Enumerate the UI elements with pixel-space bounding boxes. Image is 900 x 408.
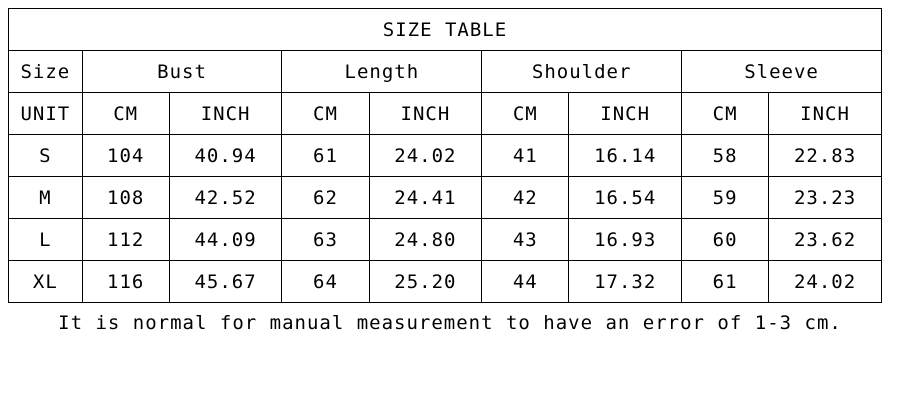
cell-sleeve-cm: 60 [682, 219, 769, 261]
cell-shoulder-inch: 16.93 [569, 219, 682, 261]
header-unit: UNIT [9, 93, 83, 135]
header-bust: Bust [82, 51, 282, 93]
cell-shoulder-inch: 16.54 [569, 177, 682, 219]
size-table [8, 8, 882, 303]
cell-length-cm: 63 [282, 219, 369, 261]
cell-length-inch: 24.80 [369, 219, 482, 261]
cell-length-inch: 25.20 [369, 261, 482, 303]
cell-shoulder-inch: 17.32 [569, 261, 682, 303]
cell-bust-inch: 44.09 [169, 219, 282, 261]
cell-sleeve-inch: 23.23 [769, 177, 882, 219]
cell-bust-inch: 42.52 [169, 177, 282, 219]
header-sleeve: Sleeve [682, 51, 882, 93]
cell-bust-inch: 40.94 [169, 135, 282, 177]
header-length: Length [282, 51, 482, 93]
table-row [9, 219, 882, 261]
cell-size: L [9, 219, 83, 261]
header-bust-inch: INCH [169, 93, 282, 135]
cell-bust-inch: 45.67 [169, 261, 282, 303]
header-sleeve-cm: CM [682, 93, 769, 135]
header-length-inch: INCH [369, 93, 482, 135]
cell-shoulder-cm: 43 [482, 219, 569, 261]
header-length-cm: CM [282, 93, 369, 135]
cell-shoulder-cm: 44 [482, 261, 569, 303]
cell-sleeve-inch: 22.83 [769, 135, 882, 177]
cell-sleeve-cm: 59 [682, 177, 769, 219]
header-shoulder-cm: CM [482, 93, 569, 135]
cell-length-cm: 62 [282, 177, 369, 219]
cell-length-inch: 24.02 [369, 135, 482, 177]
unit-header-row [9, 93, 882, 135]
cell-bust-cm: 116 [82, 261, 169, 303]
page-title: SIZE TABLE [9, 9, 882, 51]
cell-length-inch: 24.41 [369, 177, 482, 219]
cell-sleeve-cm: 61 [682, 261, 769, 303]
header-size: Size [9, 51, 83, 93]
size-chart-document [0, 8, 900, 408]
cell-bust-cm: 108 [82, 177, 169, 219]
cell-bust-cm: 104 [82, 135, 169, 177]
cell-shoulder-inch: 16.14 [569, 135, 682, 177]
group-header-row [9, 51, 882, 93]
cell-shoulder-cm: 41 [482, 135, 569, 177]
table-row [9, 177, 882, 219]
cell-size: S [9, 135, 83, 177]
table-title-row [9, 9, 882, 51]
cell-size: XL [9, 261, 83, 303]
cell-sleeve-inch: 23.62 [769, 219, 882, 261]
cell-length-cm: 61 [282, 135, 369, 177]
cell-sleeve-cm: 58 [682, 135, 769, 177]
measurement-note: It is normal for manual measurement to have an error of 1-3 cm. [58, 312, 842, 334]
cell-bust-cm: 112 [82, 219, 169, 261]
header-sleeve-inch: INCH [769, 93, 882, 135]
table-row [9, 261, 882, 303]
cell-shoulder-cm: 42 [482, 177, 569, 219]
cell-size: M [9, 177, 83, 219]
table-row [9, 135, 882, 177]
header-shoulder: Shoulder [482, 51, 682, 93]
cell-sleeve-inch: 24.02 [769, 261, 882, 303]
cell-length-cm: 64 [282, 261, 369, 303]
header-bust-cm: CM [82, 93, 169, 135]
header-shoulder-inch: INCH [569, 93, 682, 135]
